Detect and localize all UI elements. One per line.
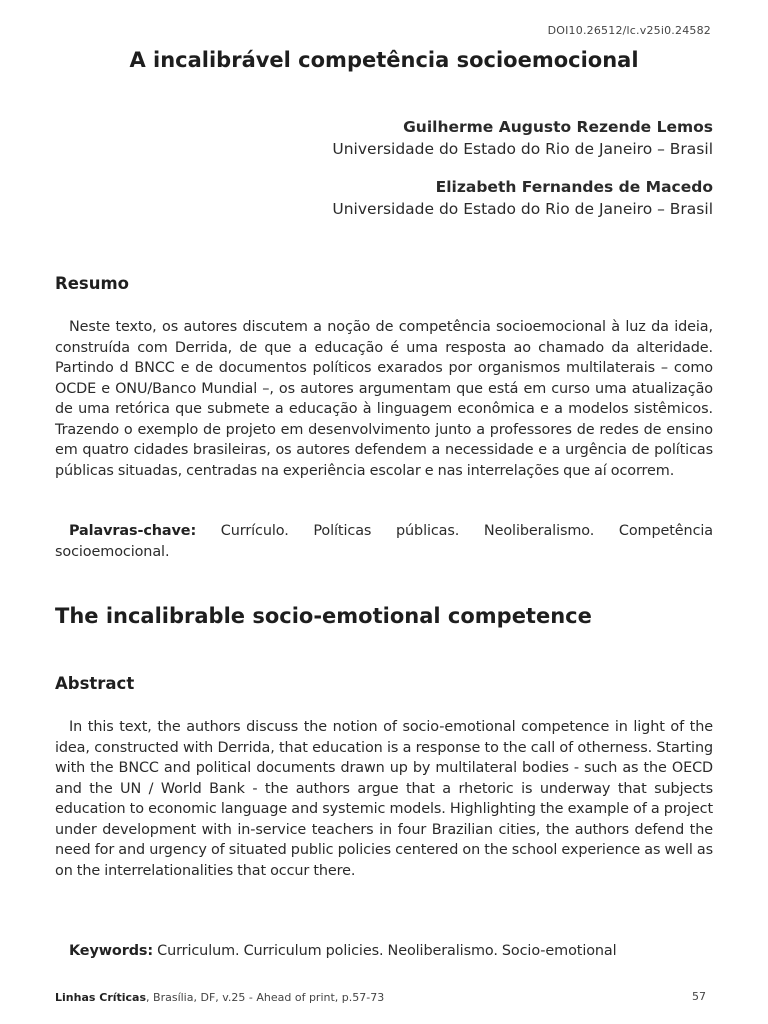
palavras-chave bbox=[55, 521, 713, 562]
author-name: Elizabeth Fernandes de Macedo bbox=[435, 178, 713, 196]
keywords-label: Keywords: bbox=[69, 943, 154, 959]
abstract-paragraph: In this text, the authors discuss the notion of socio-emotional competence in light of the idea, constructed with Derrida, that education is a response to the call of otherness. Starting with the BNCC and political documents drawn up by multilateral bodies - such as the OECD and the UN / World Bank - the authors argue that a rhetoric is underway that subjects education to economic language and systemic models. Highlighting the example of a project under development with in-service teachers in four Brazilian cities, the authors defend the need for and urgency of situated public policies centered on the school experience as well as on the interrelationalities that occur there. bbox=[55, 719, 713, 879]
citation-text: , Brasília, DF, v.25 - Ahead of print, p.57-73 bbox=[146, 991, 385, 1004]
author-affiliation: Universidade do Estado do Rio de Janeiro – Brasil bbox=[332, 200, 713, 218]
resumo-heading: Resumo bbox=[55, 274, 129, 293]
author-name: Guilherme Augusto Rezende Lemos bbox=[403, 118, 713, 136]
palavras-chave-text: Currículo. Políticas públicas. Neoliberalismo. Competência socioemocional. bbox=[55, 523, 713, 560]
journal-name: Linhas Críticas bbox=[55, 991, 147, 1004]
resumo-paragraph: Neste texto, os autores discutem a noção de competência socioemocional à luz da ideia, construída com Derrida, de que a educação é uma resposta ao chamado da alteridade. Partindo d BNCC e de documentos políticos exarados por organismos multilaterais – como OCDE e ONU/Banco Mundial –, os autores argumentam que está em curso uma atualização de uma retórica que submete a educação à linguagem econômica e a modelos sistêmicos. Trazendo o exemplo de projeto em desenvolvimento junto a professores de redes de ensino em quatro cidades brasileiras, os autores defendem a necessidade e a urgência de políticas públicas situadas, centradas na experiência escolar e nas interrelações que aí ocorrem. bbox=[55, 319, 713, 479]
keywords bbox=[55, 941, 713, 962]
abstract-heading: Abstract bbox=[55, 674, 135, 693]
doi-label[interactable]: DOI10.26512/lc.v25i0.24582 bbox=[547, 24, 711, 37]
palavras-chave-label: Palavras-chave: bbox=[69, 523, 197, 539]
author-2 bbox=[332, 176, 713, 220]
footer-citation bbox=[55, 991, 384, 1004]
keywords-text: Curriculum. Curriculum policies. Neoliberalismo. Socio-emotional bbox=[157, 943, 617, 959]
article-title-en: The incalibrable socio-emotional competence bbox=[55, 604, 592, 628]
page-number: 57 bbox=[692, 990, 706, 1003]
author-list bbox=[332, 116, 713, 236]
article-title-pt: A incalibrável competência socioemocional bbox=[129, 48, 639, 72]
author-1 bbox=[332, 116, 713, 160]
author-affiliation: Universidade do Estado do Rio de Janeiro – Brasil bbox=[332, 140, 713, 158]
